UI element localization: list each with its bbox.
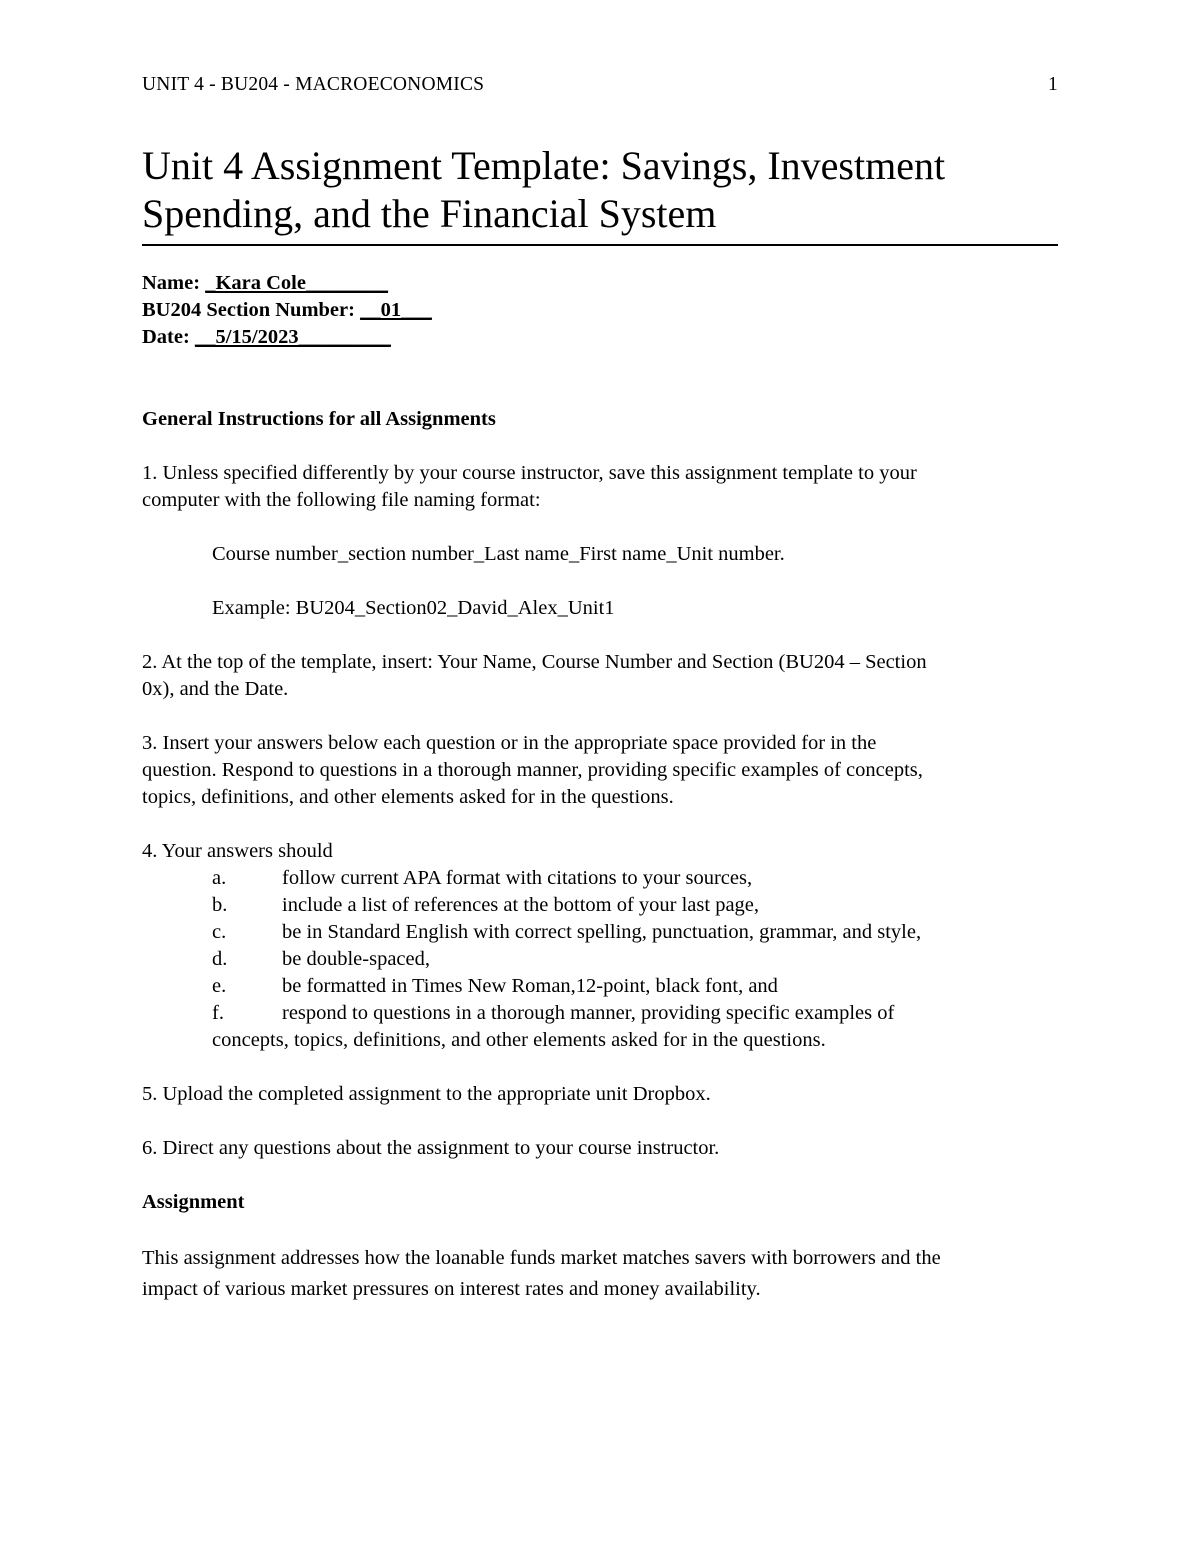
- student-info-block: [142, 270, 432, 351]
- list-marker: e.: [212, 975, 227, 997]
- name-label: Name:: [142, 272, 201, 294]
- file-format-line: Course number_section number_Last name_First name_Unit number.: [212, 543, 785, 565]
- assignment-line-2: impact of various market pressures on interest rates and money availability.: [142, 1278, 761, 1300]
- list-marker: b.: [212, 894, 228, 916]
- list-item: [142, 946, 1062, 973]
- list-item: [142, 892, 1062, 919]
- instruction-4-intro: 4. Your answers should: [142, 840, 333, 862]
- running-head: [142, 74, 1058, 96]
- instruction-3-line-3: topics, definitions, and other elements asked for in the questions.: [142, 786, 674, 808]
- list-text: respond to questions in a thorough manner, providing specific examples of: [282, 1002, 895, 1024]
- instruction-5: 5. Upload the completed assignment to the appropriate unit Dropbox.: [142, 1083, 711, 1105]
- file-example-line: Example: BU204_Section02_David_Alex_Unit1: [212, 597, 615, 619]
- instruction-3-line-1: 3. Insert your answers below each question or in the appropriate space provided for in the: [142, 732, 877, 754]
- running-head-title: UNIT 4 - BU204 - MACROECONOMICS: [142, 74, 485, 95]
- name-row: [142, 270, 432, 297]
- list-item: [142, 973, 1062, 1000]
- list-item-continuation: concepts, topics, definitions, and other elements asked for in the questions.: [212, 1029, 826, 1051]
- instruction-1-line-1: 1. Unless specified differently by your course instructor, save this assignment template to your: [142, 462, 917, 484]
- title-line-1: Unit 4 Assignment Template: Savings, Investment: [142, 143, 946, 188]
- title-line-2: Spending, and the Financial System: [142, 191, 717, 236]
- list-item: [142, 1000, 1062, 1027]
- list-text: follow current APA format with citations to your sources,: [282, 867, 753, 889]
- instruction-1-line-2: computer with the following file naming format:: [142, 489, 541, 511]
- assignment-heading: Assignment: [142, 1191, 245, 1213]
- list-marker: c.: [212, 921, 227, 943]
- section-label: BU204 Section Number:: [142, 299, 355, 321]
- list-marker: d.: [212, 948, 228, 970]
- date-row: [142, 324, 432, 351]
- instruction-6: 6. Direct any questions about the assignment to your course instructor.: [142, 1137, 720, 1159]
- document-title: [142, 142, 1058, 246]
- section-row: [142, 297, 432, 324]
- list-item: [142, 865, 1062, 892]
- date-label: Date:: [142, 326, 190, 348]
- instruction-2-line-2: 0x), and the Date.: [142, 678, 289, 700]
- list-text: be formatted in Times New Roman,12-point, black font, and: [282, 975, 778, 997]
- list-marker: a.: [212, 867, 227, 889]
- section-value: __01___: [360, 299, 432, 321]
- list-text: be in Standard English with correct spelling, punctuation, grammar, and style,: [282, 921, 922, 943]
- instructions-heading: General Instructions for all Assignments: [142, 408, 496, 430]
- instruction-3-line-2: question. Respond to questions in a thorough manner, providing specific examples of concepts,: [142, 759, 923, 781]
- assignment-line-1: This assignment addresses how the loanable funds market matches savers with borrowers and the: [142, 1247, 941, 1269]
- list-marker: f.: [212, 1002, 224, 1024]
- instruction-2-line-1: 2. At the top of the template, insert: Your Name, Course Number and Section (BU204 – Section: [142, 651, 927, 673]
- name-value: _Kara Cole________: [205, 272, 388, 294]
- list-text: include a list of references at the bottom of your last page,: [282, 894, 760, 916]
- page-number: 1: [1048, 74, 1058, 95]
- document-body: [142, 406, 1062, 1305]
- list-text: be double-spaced,: [282, 948, 430, 970]
- date-value: __5/15/2023_________: [194, 326, 391, 348]
- list-item: [142, 919, 1062, 946]
